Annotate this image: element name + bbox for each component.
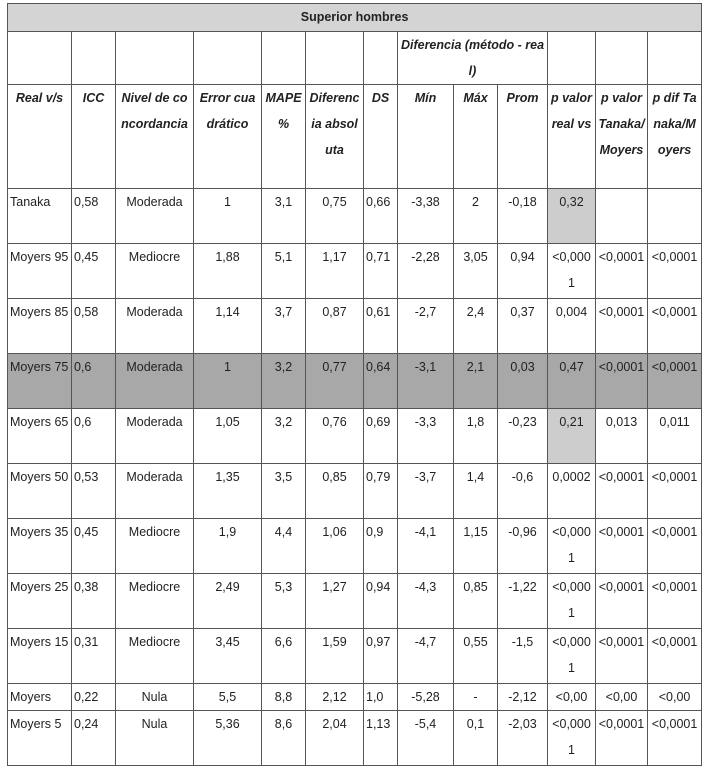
cell-ds: 0,94 (364, 574, 398, 629)
cell-dif: 0,76 (306, 409, 364, 464)
cell-prom: 0,37 (498, 299, 548, 354)
cell-min: -3,3 (398, 409, 454, 464)
cell-p1: 0,004 (548, 299, 596, 354)
header-blank (194, 32, 262, 85)
cell-p3: <0,0001 (648, 629, 702, 684)
results-table (7, 3, 702, 766)
cell-label: Moyers (8, 684, 72, 711)
cell-label: Moyers 25 (8, 574, 72, 629)
cell-p2: <0,0001 (596, 299, 648, 354)
cell-nivel: Nula (116, 684, 194, 711)
cell-p2: <0,0001 (596, 519, 648, 574)
cell-prom: -1,5 (498, 629, 548, 684)
cell-p2 (596, 189, 648, 244)
cell-mape: 5,3 (262, 574, 306, 629)
cell-min: -3,7 (398, 464, 454, 519)
cell-icc: 0,45 (72, 244, 116, 299)
cell-p2: <0,0001 (596, 574, 648, 629)
col-header-icc: ICC (72, 85, 116, 189)
table-title: Superior hombres (8, 4, 702, 32)
cell-max: 3,05 (454, 244, 498, 299)
col-header-p-real: p valor real vs (548, 85, 596, 189)
cell-nivel: Mediocre (116, 244, 194, 299)
cell-p1: <0,0001 (548, 574, 596, 629)
cell-ds: 0,61 (364, 299, 398, 354)
cell-prom: 0,03 (498, 354, 548, 409)
header-diff-group: Diferencia (método - real) (398, 32, 548, 85)
cell-ds: 0,69 (364, 409, 398, 464)
cell-nivel: Nula (116, 711, 194, 766)
table-row (8, 684, 702, 711)
header-blank (72, 32, 116, 85)
cell-icc: 0,58 (72, 299, 116, 354)
cell-dif: 1,59 (306, 629, 364, 684)
header-row (8, 85, 702, 189)
cell-prom: -2,03 (498, 711, 548, 766)
cell-ds: 0,97 (364, 629, 398, 684)
col-header-p-tanaka: p valor Tanaka/Moyers (596, 85, 648, 189)
cell-error: 1 (194, 354, 262, 409)
cell-label: Moyers 5 (8, 711, 72, 766)
cell-ds: 0,66 (364, 189, 398, 244)
cell-error: 2,49 (194, 574, 262, 629)
table-row (8, 189, 702, 244)
cell-ds: 0,79 (364, 464, 398, 519)
cell-label: Moyers 15 (8, 629, 72, 684)
cell-icc: 0,45 (72, 519, 116, 574)
col-header-ds: DS (364, 85, 398, 189)
cell-prom: -0,96 (498, 519, 548, 574)
cell-p3 (648, 189, 702, 244)
cell-label: Moyers 85 (8, 299, 72, 354)
cell-nivel: Moderada (116, 189, 194, 244)
cell-nivel: Mediocre (116, 519, 194, 574)
header-blank (596, 32, 648, 85)
cell-max: 0,55 (454, 629, 498, 684)
cell-prom: -0,23 (498, 409, 548, 464)
cell-min: -4,7 (398, 629, 454, 684)
cell-mape: 3,7 (262, 299, 306, 354)
cell-prom: -0,18 (498, 189, 548, 244)
cell-mape: 4,4 (262, 519, 306, 574)
cell-max: 0,1 (454, 711, 498, 766)
table-row (8, 244, 702, 299)
cell-error: 1,14 (194, 299, 262, 354)
col-header-prom: Prom (498, 85, 548, 189)
cell-nivel: Mediocre (116, 629, 194, 684)
cell-max: 0,85 (454, 574, 498, 629)
cell-nivel: Moderada (116, 354, 194, 409)
cell-nivel: Moderada (116, 464, 194, 519)
cell-p3: <0,0001 (648, 711, 702, 766)
cell-error: 1,35 (194, 464, 262, 519)
cell-ds: 0,9 (364, 519, 398, 574)
table-row (8, 464, 702, 519)
cell-nivel: Moderada (116, 299, 194, 354)
cell-mape: 8,8 (262, 684, 306, 711)
cell-max: 1,4 (454, 464, 498, 519)
cell-mape: 6,6 (262, 629, 306, 684)
cell-icc: 0,58 (72, 189, 116, 244)
cell-mape: 3,1 (262, 189, 306, 244)
cell-p1: 0,0002 (548, 464, 596, 519)
table-row (8, 299, 702, 354)
cell-dif: 0,85 (306, 464, 364, 519)
cell-p3: <0,0001 (648, 464, 702, 519)
col-header-mape: MAPE % (262, 85, 306, 189)
table-row (8, 519, 702, 574)
cell-p3: <0,0001 (648, 299, 702, 354)
header-blank (306, 32, 364, 85)
cell-p2: <0,0001 (596, 244, 648, 299)
table-row (8, 354, 702, 409)
cell-p1: <0,0001 (548, 629, 596, 684)
table-row (8, 629, 702, 684)
cell-min: -5,28 (398, 684, 454, 711)
cell-mape: 3,5 (262, 464, 306, 519)
cell-label: Moyers 65 (8, 409, 72, 464)
cell-nivel: Mediocre (116, 574, 194, 629)
header-blank (262, 32, 306, 85)
cell-ds: 0,64 (364, 354, 398, 409)
col-header-nivel: Nivel de concordancia (116, 85, 194, 189)
cell-ds: 1,0 (364, 684, 398, 711)
header-blank (548, 32, 596, 85)
cell-error: 1,88 (194, 244, 262, 299)
table-row (8, 711, 702, 766)
cell-max: 1,8 (454, 409, 498, 464)
cell-error: 1,9 (194, 519, 262, 574)
cell-p2: <0,0001 (596, 354, 648, 409)
col-header-min: Mín (398, 85, 454, 189)
cell-icc: 0,24 (72, 711, 116, 766)
cell-p3: <0,0001 (648, 244, 702, 299)
cell-p3: <0,00 (648, 684, 702, 711)
cell-dif: 0,77 (306, 354, 364, 409)
cell-p2: <0,0001 (596, 629, 648, 684)
col-header-real: Real v/s (8, 85, 72, 189)
cell-min: -5,4 (398, 711, 454, 766)
cell-label: Moyers 75 (8, 354, 72, 409)
col-header-max: Máx (454, 85, 498, 189)
cell-label: Tanaka (8, 189, 72, 244)
cell-dif: 1,27 (306, 574, 364, 629)
cell-dif: 2,04 (306, 711, 364, 766)
col-header-p-dif: p dif Tanaka/Moyers (648, 85, 702, 189)
cell-p1: <0,00 (548, 684, 596, 711)
cell-p1: 0,47 (548, 354, 596, 409)
cell-label: Moyers 95 (8, 244, 72, 299)
cell-max: 2,1 (454, 354, 498, 409)
cell-dif: 0,87 (306, 299, 364, 354)
cell-p1: <0,0001 (548, 519, 596, 574)
cell-min: -4,3 (398, 574, 454, 629)
col-header-dif-abs: Diferencia absoluta (306, 85, 364, 189)
cell-mape: 8,6 (262, 711, 306, 766)
cell-mape: 5,1 (262, 244, 306, 299)
cell-icc: 0,38 (72, 574, 116, 629)
cell-ds: 0,71 (364, 244, 398, 299)
cell-max: 1,15 (454, 519, 498, 574)
cell-p1: <0,0001 (548, 244, 596, 299)
cell-error: 1,05 (194, 409, 262, 464)
cell-p3: <0,0001 (648, 354, 702, 409)
cell-error: 5,5 (194, 684, 262, 711)
cell-min: -4,1 (398, 519, 454, 574)
header-blank (364, 32, 398, 85)
cell-p3: 0,011 (648, 409, 702, 464)
cell-mape: 3,2 (262, 354, 306, 409)
cell-error: 1 (194, 189, 262, 244)
header-row-group (8, 32, 702, 85)
cell-prom: -0,6 (498, 464, 548, 519)
cell-label: Moyers 35 (8, 519, 72, 574)
cell-prom: 0,94 (498, 244, 548, 299)
cell-min: -3,38 (398, 189, 454, 244)
cell-max: 2,4 (454, 299, 498, 354)
cell-icc: 0,53 (72, 464, 116, 519)
cell-p1: 0,32 (548, 189, 596, 244)
cell-min: -2,7 (398, 299, 454, 354)
cell-icc: 0,6 (72, 354, 116, 409)
cell-min: -2,28 (398, 244, 454, 299)
cell-p2: <0,00 (596, 684, 648, 711)
header-blank (648, 32, 702, 85)
cell-prom: -2,12 (498, 684, 548, 711)
cell-p3: <0,0001 (648, 519, 702, 574)
cell-p2: <0,0001 (596, 711, 648, 766)
cell-nivel: Moderada (116, 409, 194, 464)
header-blank (116, 32, 194, 85)
cell-min: -3,1 (398, 354, 454, 409)
cell-mape: 3,2 (262, 409, 306, 464)
cell-p2: <0,0001 (596, 464, 648, 519)
cell-p3: <0,0001 (648, 574, 702, 629)
cell-error: 3,45 (194, 629, 262, 684)
cell-dif: 0,75 (306, 189, 364, 244)
cell-dif: 1,06 (306, 519, 364, 574)
cell-p1: <0,0001 (548, 711, 596, 766)
cell-p2: 0,013 (596, 409, 648, 464)
cell-max: - (454, 684, 498, 711)
cell-dif: 1,17 (306, 244, 364, 299)
col-header-error: Error cuadrático (194, 85, 262, 189)
cell-icc: 0,6 (72, 409, 116, 464)
cell-ds: 1,13 (364, 711, 398, 766)
cell-prom: -1,22 (498, 574, 548, 629)
table-row (8, 409, 702, 464)
cell-icc: 0,31 (72, 629, 116, 684)
cell-max: 2 (454, 189, 498, 244)
cell-icc: 0,22 (72, 684, 116, 711)
cell-error: 5,36 (194, 711, 262, 766)
cell-p1: 0,21 (548, 409, 596, 464)
cell-dif: 2,12 (306, 684, 364, 711)
cell-label: Moyers 50 (8, 464, 72, 519)
header-blank (8, 32, 72, 85)
table-row (8, 574, 702, 629)
title-row (8, 4, 702, 32)
